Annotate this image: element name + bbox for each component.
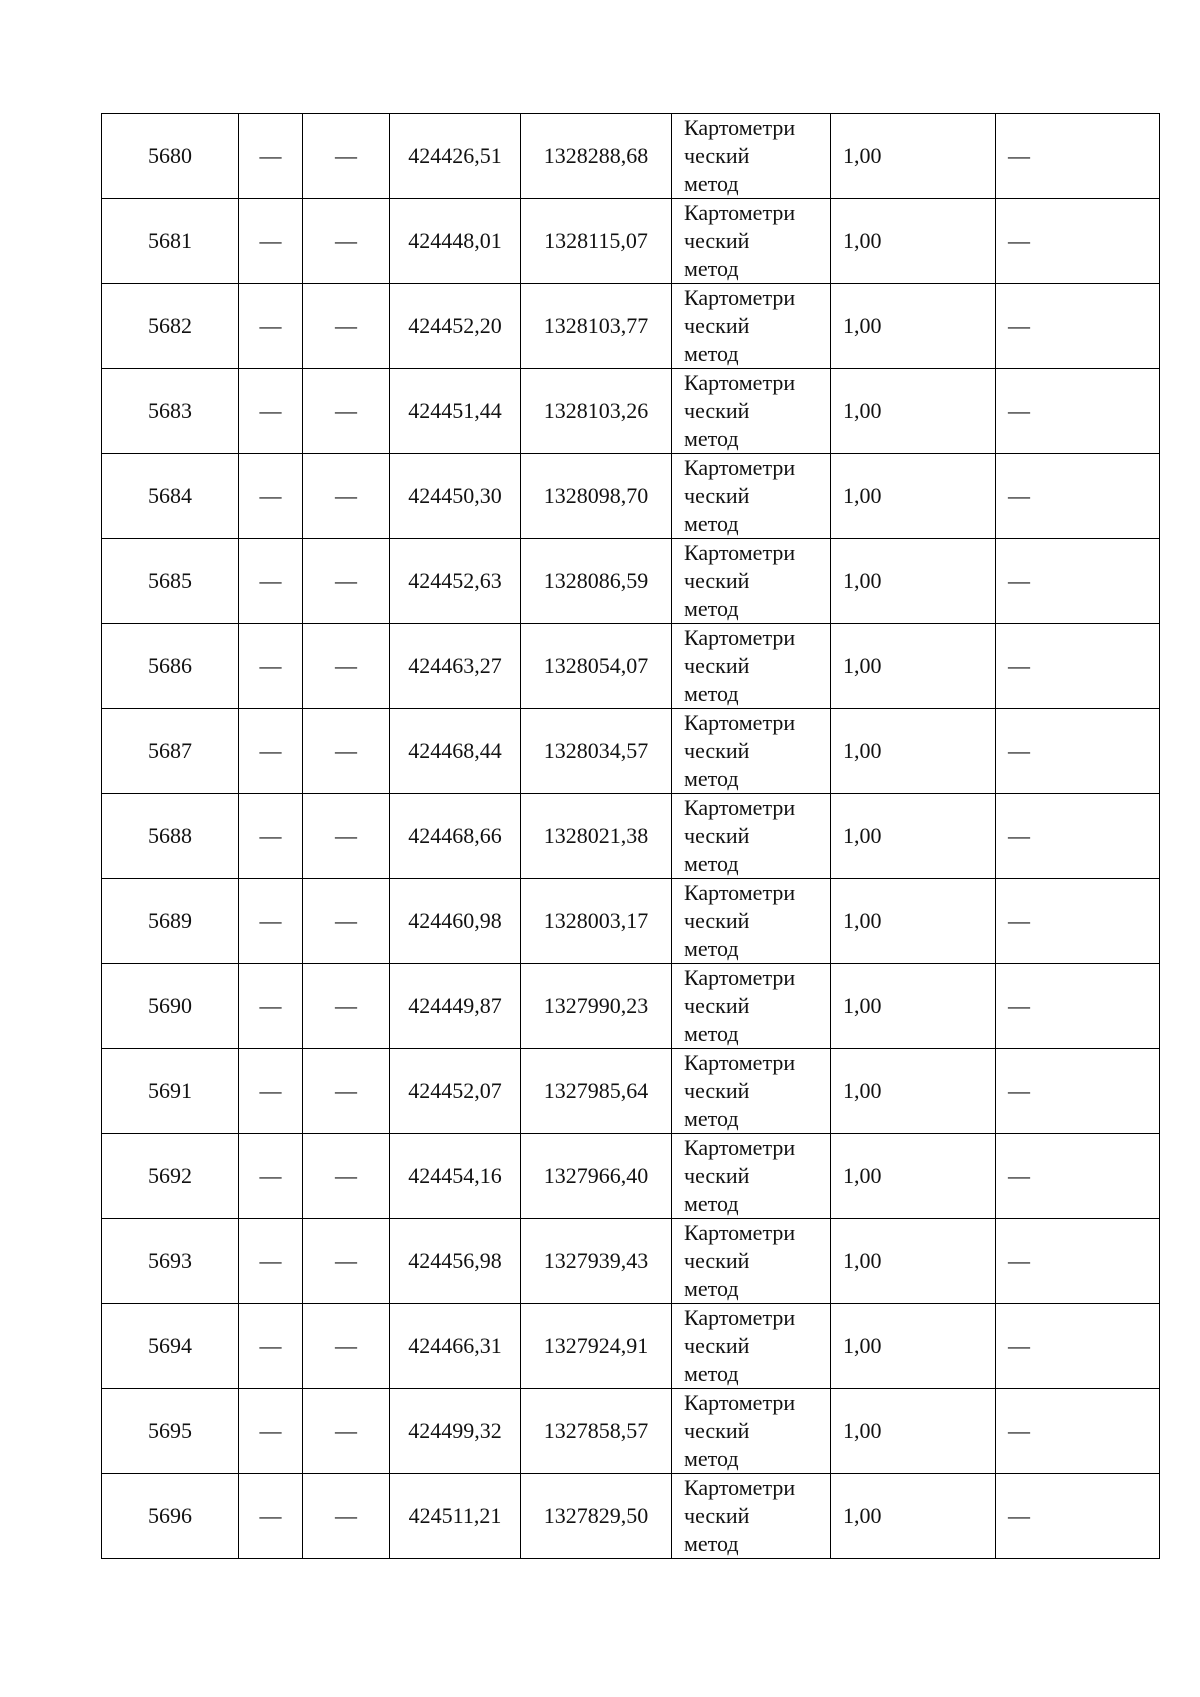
x-coordinate-cell: 424456,98 (390, 1219, 521, 1304)
accuracy-cell: 1,00 (831, 1049, 996, 1134)
accuracy-cell: 1,00 (831, 964, 996, 1049)
empty-cell: — (996, 794, 1160, 879)
x-coordinate-cell: 424460,98 (390, 879, 521, 964)
empty-cell: — (239, 624, 303, 709)
accuracy-cell: 1,00 (831, 794, 996, 879)
empty-cell: — (239, 1134, 303, 1219)
method-cell: Картометри ческий метод (672, 794, 831, 879)
y-coordinate-cell: 1327966,40 (521, 1134, 672, 1219)
empty-cell: — (239, 539, 303, 624)
empty-cell: — (996, 1219, 1160, 1304)
method-cell: Картометри ческий метод (672, 454, 831, 539)
table-row (102, 199, 1160, 284)
point-number-cell: 5688 (102, 794, 239, 879)
accuracy-cell: 1,00 (831, 624, 996, 709)
empty-cell: — (303, 1134, 390, 1219)
x-coordinate-cell: 424452,20 (390, 284, 521, 369)
accuracy-cell: 1,00 (831, 369, 996, 454)
point-number-cell: 5686 (102, 624, 239, 709)
empty-cell: — (303, 114, 390, 199)
empty-cell: — (303, 369, 390, 454)
empty-cell: — (239, 114, 303, 199)
empty-cell: — (996, 1389, 1160, 1474)
empty-cell: — (303, 454, 390, 539)
method-cell: Картометри ческий метод (672, 369, 831, 454)
table-row (102, 1134, 1160, 1219)
y-coordinate-cell: 1328103,77 (521, 284, 672, 369)
empty-cell: — (996, 709, 1160, 794)
method-cell: Картометри ческий метод (672, 1134, 831, 1219)
x-coordinate-cell: 424511,21 (390, 1474, 521, 1559)
accuracy-cell: 1,00 (831, 879, 996, 964)
accuracy-cell: 1,00 (831, 539, 996, 624)
point-number-cell: 5692 (102, 1134, 239, 1219)
point-number-cell: 5685 (102, 539, 239, 624)
point-number-cell: 5689 (102, 879, 239, 964)
empty-cell: — (996, 539, 1160, 624)
method-cell: Картометри ческий метод (672, 709, 831, 794)
empty-cell: — (239, 1219, 303, 1304)
table-row (102, 284, 1160, 369)
empty-cell: — (239, 284, 303, 369)
accuracy-cell: 1,00 (831, 454, 996, 539)
y-coordinate-cell: 1328034,57 (521, 709, 672, 794)
accuracy-cell: 1,00 (831, 709, 996, 794)
empty-cell: — (303, 1389, 390, 1474)
point-number-cell: 5681 (102, 199, 239, 284)
y-coordinate-cell: 1327985,64 (521, 1049, 672, 1134)
empty-cell: — (996, 1049, 1160, 1134)
empty-cell: — (996, 624, 1160, 709)
table-row (102, 709, 1160, 794)
empty-cell: — (303, 794, 390, 879)
point-number-cell: 5696 (102, 1474, 239, 1559)
y-coordinate-cell: 1328288,68 (521, 114, 672, 199)
method-cell: Картометри ческий метод (672, 1304, 831, 1389)
y-coordinate-cell: 1328103,26 (521, 369, 672, 454)
table-row (102, 539, 1160, 624)
x-coordinate-cell: 424468,66 (390, 794, 521, 879)
y-coordinate-cell: 1328054,07 (521, 624, 672, 709)
y-coordinate-cell: 1327990,23 (521, 964, 672, 1049)
empty-cell: — (303, 964, 390, 1049)
x-coordinate-cell: 424449,87 (390, 964, 521, 1049)
table-row (102, 879, 1160, 964)
method-cell: Картометри ческий метод (672, 1049, 831, 1134)
x-coordinate-cell: 424499,32 (390, 1389, 521, 1474)
empty-cell: — (303, 539, 390, 624)
y-coordinate-cell: 1327924,91 (521, 1304, 672, 1389)
y-coordinate-cell: 1328086,59 (521, 539, 672, 624)
empty-cell: — (303, 284, 390, 369)
empty-cell: — (303, 1049, 390, 1134)
accuracy-cell: 1,00 (831, 1474, 996, 1559)
table-row (102, 1304, 1160, 1389)
table-row (102, 1474, 1160, 1559)
y-coordinate-cell: 1327858,57 (521, 1389, 672, 1474)
point-number-cell: 5694 (102, 1304, 239, 1389)
method-cell: Картометри ческий метод (672, 199, 831, 284)
x-coordinate-cell: 424450,30 (390, 454, 521, 539)
accuracy-cell: 1,00 (831, 1389, 996, 1474)
empty-cell: — (239, 1474, 303, 1559)
x-coordinate-cell: 424452,07 (390, 1049, 521, 1134)
empty-cell: — (239, 1389, 303, 1474)
accuracy-cell: 1,00 (831, 1304, 996, 1389)
empty-cell: — (239, 1049, 303, 1134)
x-coordinate-cell: 424448,01 (390, 199, 521, 284)
empty-cell: — (303, 1474, 390, 1559)
method-cell: Картометри ческий метод (672, 1389, 831, 1474)
x-coordinate-cell: 424454,16 (390, 1134, 521, 1219)
empty-cell: — (239, 879, 303, 964)
y-coordinate-cell: 1328021,38 (521, 794, 672, 879)
empty-cell: — (239, 199, 303, 284)
empty-cell: — (996, 879, 1160, 964)
method-cell: Картометри ческий метод (672, 114, 831, 199)
x-coordinate-cell: 424451,44 (390, 369, 521, 454)
method-cell: Картометри ческий метод (672, 624, 831, 709)
coordinates-table (101, 113, 1160, 1559)
empty-cell: — (303, 624, 390, 709)
y-coordinate-cell: 1327939,43 (521, 1219, 672, 1304)
x-coordinate-cell: 424466,31 (390, 1304, 521, 1389)
empty-cell: — (996, 1474, 1160, 1559)
table-row (102, 794, 1160, 879)
accuracy-cell: 1,00 (831, 114, 996, 199)
method-cell: Картометри ческий метод (672, 1474, 831, 1559)
method-cell: Картометри ческий метод (672, 879, 831, 964)
method-cell: Картометри ческий метод (672, 539, 831, 624)
empty-cell: — (303, 199, 390, 284)
empty-cell: — (239, 794, 303, 879)
y-coordinate-cell: 1328003,17 (521, 879, 672, 964)
point-number-cell: 5684 (102, 454, 239, 539)
point-number-cell: 5687 (102, 709, 239, 794)
empty-cell: — (239, 454, 303, 539)
table-row (102, 114, 1160, 199)
table-body (102, 114, 1160, 1559)
y-coordinate-cell: 1327829,50 (521, 1474, 672, 1559)
point-number-cell: 5691 (102, 1049, 239, 1134)
empty-cell: — (996, 284, 1160, 369)
empty-cell: — (239, 1304, 303, 1389)
accuracy-cell: 1,00 (831, 1134, 996, 1219)
table-row (102, 454, 1160, 539)
empty-cell: — (303, 1219, 390, 1304)
empty-cell: — (303, 709, 390, 794)
x-coordinate-cell: 424463,27 (390, 624, 521, 709)
empty-cell: — (303, 1304, 390, 1389)
empty-cell: — (239, 709, 303, 794)
table-row (102, 1049, 1160, 1134)
x-coordinate-cell: 424426,51 (390, 114, 521, 199)
empty-cell: — (239, 964, 303, 1049)
accuracy-cell: 1,00 (831, 199, 996, 284)
method-cell: Картометри ческий метод (672, 964, 831, 1049)
empty-cell: — (996, 369, 1160, 454)
method-cell: Картометри ческий метод (672, 284, 831, 369)
point-number-cell: 5690 (102, 964, 239, 1049)
point-number-cell: 5695 (102, 1389, 239, 1474)
point-number-cell: 5680 (102, 114, 239, 199)
accuracy-cell: 1,00 (831, 284, 996, 369)
table-row (102, 1389, 1160, 1474)
x-coordinate-cell: 424452,63 (390, 539, 521, 624)
method-cell: Картометри ческий метод (672, 1219, 831, 1304)
empty-cell: — (996, 454, 1160, 539)
empty-cell: — (303, 879, 390, 964)
table-row (102, 624, 1160, 709)
y-coordinate-cell: 1328098,70 (521, 454, 672, 539)
empty-cell: — (996, 964, 1160, 1049)
empty-cell: — (996, 199, 1160, 284)
table-row (102, 369, 1160, 454)
empty-cell: — (239, 369, 303, 454)
y-coordinate-cell: 1328115,07 (521, 199, 672, 284)
point-number-cell: 5683 (102, 369, 239, 454)
empty-cell: — (996, 1134, 1160, 1219)
accuracy-cell: 1,00 (831, 1219, 996, 1304)
table-row (102, 964, 1160, 1049)
table-row (102, 1219, 1160, 1304)
x-coordinate-cell: 424468,44 (390, 709, 521, 794)
empty-cell: — (996, 1304, 1160, 1389)
point-number-cell: 5682 (102, 284, 239, 369)
point-number-cell: 5693 (102, 1219, 239, 1304)
empty-cell: — (996, 114, 1160, 199)
